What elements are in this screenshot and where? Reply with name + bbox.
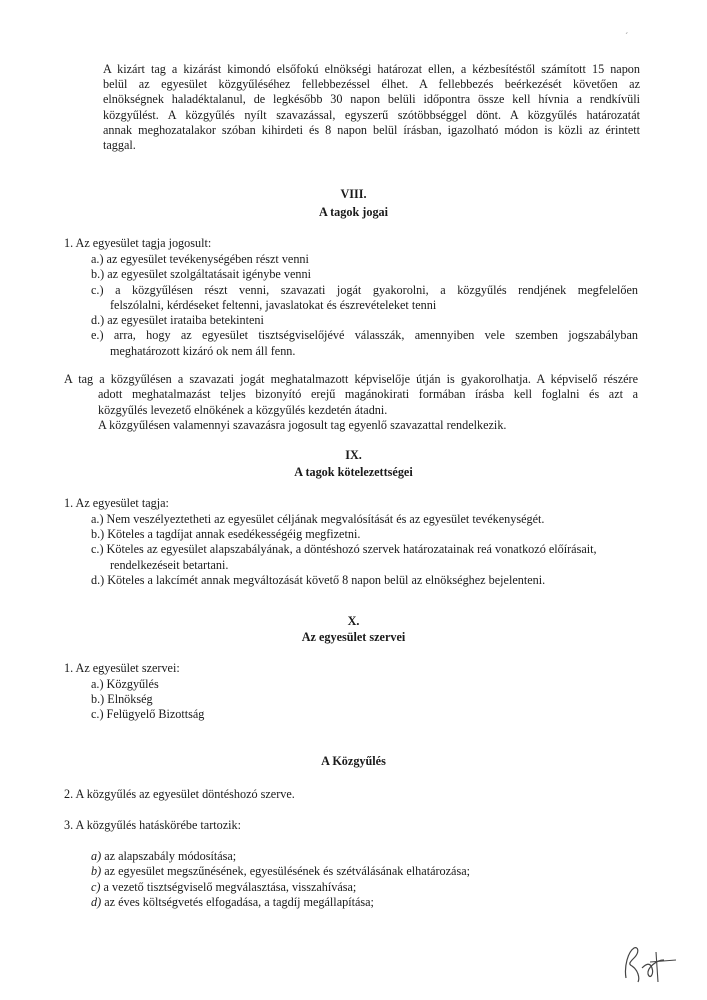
list-item [91, 880, 356, 895]
paragraph-line: A tag a közgyűlésen a szavazati jogát meghatalmazott képviselője útján is gyakorolhatja. A képviselő részére [64, 372, 638, 386]
item-label: c) [91, 880, 101, 894]
section-number: IX. [345, 448, 362, 462]
list-item [91, 849, 236, 864]
list-item: b.) az egyesület szolgáltatásait igénybe venni [91, 267, 311, 281]
section-title: Az egyesület szervei [301, 630, 406, 644]
intro-line: belül az egyesület közgyűléséhez fellebbezéssel élhet. A fellebbezés beérkezését követően az [103, 77, 640, 92]
section-intro: 1. Az egyesület tagja jogosult: [64, 236, 212, 250]
list-item-continuation: felszólalni, kérdéseket feltenni, javaslatokat és észrevételeket tenni [110, 298, 437, 312]
section-title: A tagok jogai [318, 205, 389, 219]
list-item: b.) Köteles a tagdíjat annak esedékességéig megfizetni. [91, 527, 361, 541]
paragraph: 3. A közgyűlés hatáskörébe tartozik: [64, 818, 242, 832]
item-text: az éves költségvetés elfogadása, a tagdíj megállapítása; [101, 895, 374, 909]
section-number: X. [347, 614, 360, 628]
handwritten-signature [612, 938, 692, 988]
list-item-continuation: meghatározott kizáró ok nem áll fenn. [110, 344, 296, 358]
list-item: a.) az egyesület tevékenységében részt venni [91, 252, 309, 266]
paragraph-line: közgyűlés levezető elnökének a közgyűlés kezdetén átadni. [98, 403, 388, 417]
section-intro: 1. Az egyesület szervei: [64, 661, 180, 675]
intro-line: közgyűlést. A közgyűlés nyílt szavazással, egyszerű szótöbbséggel dönt. A közgyűlés határozatát [103, 107, 640, 122]
item-label: a) [91, 849, 102, 863]
paragraph-line: adott meghatalmazást teljes bizonyító erejű magánokirati formában írásba kell foglalni és azt a [98, 387, 638, 401]
list-item: c.) a közgyűlésen részt venni, szavazati jogát gyakorolni, a közgyűlés rendjének megfelelően [91, 283, 638, 297]
intro-line: A kizárt tag a kizárást kimondó elsőfokú elnökségi határozat ellen, a kézbesítéstől számított 15 napon [103, 62, 640, 76]
intro-line: annak meghozatalakor szóban kihirdeti és 8 napon belül írásban, igazolható módon is közli az érintett [103, 122, 640, 137]
list-item: d.) Köteles a lakcímét annak megváltozását követő 8 napon belül az elnökséghez bejelenteni. [91, 573, 546, 587]
paragraph: A közgyűlésen valamennyi szavazásra jogosult tag egyenlő szavazattal rendelkezik. [98, 418, 507, 432]
list-item: a.) Nem veszélyeztetheti az egyesület céljának megvalósítását és az egyesület tevékenységét. [91, 512, 545, 526]
item-text: az egyesület megszűnésének, egyesülésének és szétválásának elhatározása; [101, 864, 470, 878]
paragraph: 2. A közgyűlés az egyesület döntéshozó szerve. [64, 787, 295, 801]
intro-paragraph [103, 62, 640, 153]
item-label: d) [91, 895, 102, 909]
list-item: e.) arra, hogy az egyesület tisztségviselőjévé válasszák, amennyiben vele szemben jogszabályban [91, 328, 638, 342]
subsection-title: A Közgyűlés [321, 754, 386, 768]
section-title: A tagok kötelezettségei [294, 465, 413, 479]
item-label: b) [91, 864, 102, 878]
list-item: c.) Köteles az egyesület alapszabályának, a döntéshozó szervek határozatainak reá vonatkozó előírásait, [91, 542, 597, 556]
list-item: d.) az egyesület irataiba betekinteni [91, 313, 264, 327]
list-item [91, 864, 470, 879]
intro-line: taggal. [103, 138, 136, 153]
list-item: b.) Elnökség [91, 692, 153, 706]
scan-mark: ˊ [625, 32, 629, 43]
intro-line: elnökségnek haladéktalanul, de legkésőbb 30 napon belüli időpontra össze kell hívnia a rendkívüli [103, 92, 640, 107]
list-item: a.) Közgyűlés [91, 677, 159, 691]
section-number: VIII. [340, 187, 367, 201]
section-intro: 1. Az egyesület tagja: [64, 496, 169, 510]
list-item-continuation: rendelkezéseit betartani. [110, 558, 229, 572]
list-item [91, 895, 374, 910]
item-text: a vezető tisztségviselő megválasztása, visszahívása; [100, 880, 357, 894]
list-item: c.) Felügyelő Bizottság [91, 707, 205, 721]
item-text: az alapszabály módosítása; [101, 849, 237, 863]
